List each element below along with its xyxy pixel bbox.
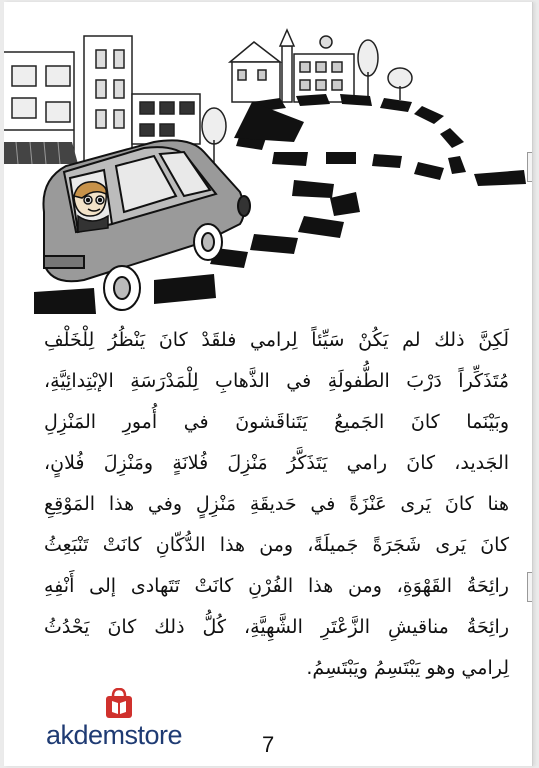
story-line: رائِحَةُ القَهْوَةِ، ومن هذا الفُرْنِ كانَتْ تَتَهادى إلى أَنْفِهِ — [44, 575, 509, 597]
boy-driver — [74, 182, 108, 232]
story-line: وبَيْنَما كانَ الجَميعُ يَتَناقَشونَ في أُمورِ المَنْزِلِ — [44, 411, 509, 433]
story-text — [44, 320, 509, 689]
page-edge-tab — [527, 152, 532, 182]
story-line: مُتَذَكِّراً دَرْبَ الطُّفولَةِ في الذَّهابِ لِلْمَدْرَسَةِ الإبْتِدائِيَّةِ، — [44, 370, 509, 392]
book-bag-icon — [104, 688, 134, 720]
story-line: كانَ يَرى شَجَرَةً جَميلَةً، ومن هذا الدُّكّانِ كانَتْ تَنْبَعِثُ — [44, 534, 509, 556]
shop-building — [132, 94, 200, 144]
page-edge-tab — [527, 572, 532, 602]
brand-name: akdemstore — [46, 720, 183, 750]
story-line: رائِحَةُ مناقيشِ الزَّعْتَرِ الشَّهِيَّةِ، كُلُّ ذلك كانَ يَحْدُثُ — [44, 616, 509, 638]
car — [43, 140, 250, 310]
page-number: 7 — [262, 732, 275, 757]
awning — [4, 142, 78, 164]
story-illustration — [4, 2, 532, 316]
story-line: الجَديد، كانَ رامي يَتَذَكَّرُ مَنْزِلَ فُلانَةٍ ومَنْزِلَ فُلانٍ، — [44, 452, 509, 474]
story-line: لِرامي وهو يَبْتَسِمُ ويَبْتَسِمُ. — [306, 657, 509, 679]
book-page — [4, 2, 533, 766]
distant-houses — [230, 30, 354, 102]
story-line: لَكِنَّ ذلك لم يَكُنْ سَيِّئاً لِرامي فلقَدْ كانَ يَنْظُرُ لِلْخَلْفِ — [44, 329, 509, 351]
brand-logo[interactable] — [46, 688, 206, 760]
story-line: هنا كانَ يَرى عَنْزَةً في حَديقَةِ مَنْزِلٍ وفي هذا المَوْقِعِ — [44, 493, 509, 515]
